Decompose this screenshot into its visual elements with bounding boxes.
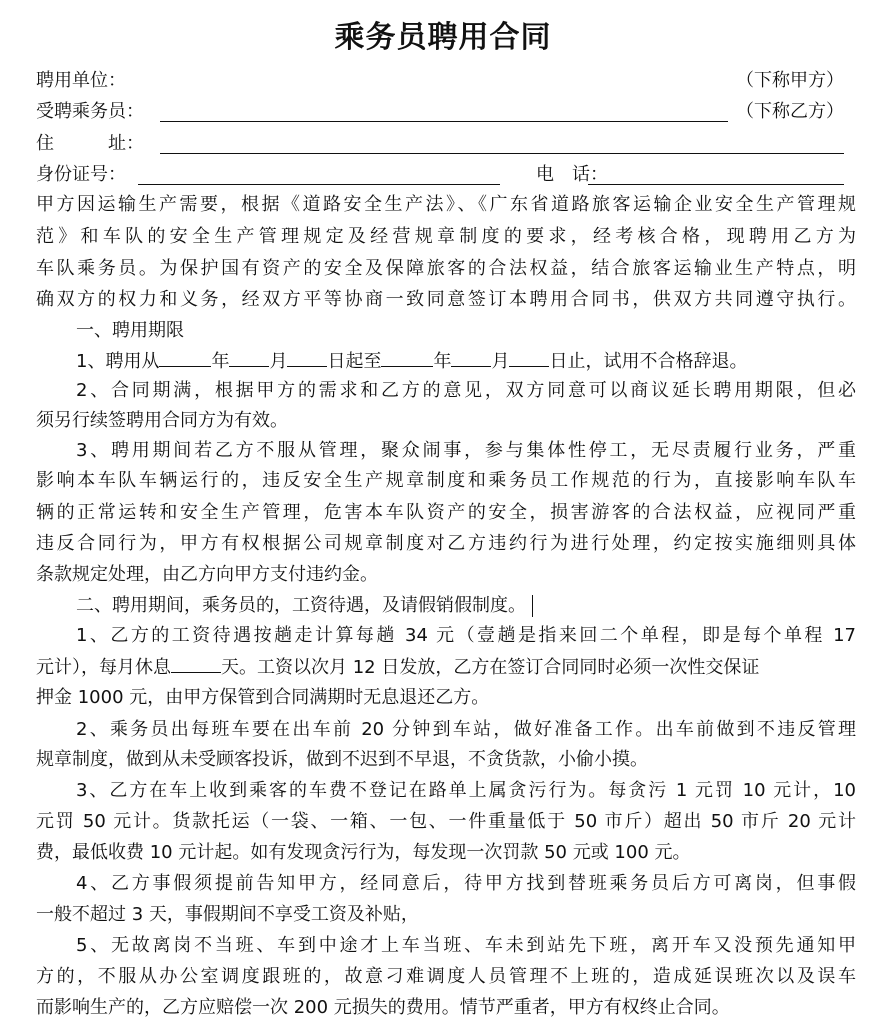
clause-2-1-line bbox=[36, 652, 856, 683]
clause-1-2-line: 2、合同期满，根据甲方的需求和乙方的意见，双方同意可以商议延长聘用期限，但必 bbox=[76, 380, 856, 401]
clause-2-5-line: 而影响生产的，乙方应赔偿一次 200 元损失的费用。情节严重者，甲方有权终止合同。 bbox=[36, 997, 730, 1018]
clause-1-3-line: 条款规定处理，由乙方向甲方支付违约金。 bbox=[36, 564, 378, 585]
clause-text: 日起至 bbox=[327, 351, 382, 372]
employee-name-field[interactable] bbox=[160, 97, 728, 122]
address-label-start: 住 bbox=[36, 133, 54, 154]
clause-2-2-line: 2、乘务员出每班车要在出车前 20 分钟到车站，做好准备工作。出车前做到不违反管理 bbox=[76, 719, 856, 740]
rest-days-blank[interactable] bbox=[171, 652, 221, 673]
clause-text: 1、聘用从 bbox=[76, 351, 160, 372]
clause-2-3-line: 3、乙方在车上收到乘客的车费不登记在路单上属贪污行为。每贪污 1 元罚 10 元计，10 bbox=[76, 780, 856, 801]
address-field[interactable] bbox=[160, 129, 844, 154]
clause-1-2-line: 须另行续签聘用合同方为有效。 bbox=[36, 410, 288, 431]
clause-text: 年 bbox=[433, 351, 452, 372]
start-year-blank[interactable] bbox=[159, 346, 211, 367]
text-cursor bbox=[532, 595, 533, 617]
clause-2-3-line: 元罚 50 元计。货款托运（一袋、一箱、一包、一件重量低于 50 市斤）超出 50 市斤 20 元计 bbox=[36, 811, 856, 832]
clause-2-4-line: 4、乙方事假须提前告知甲方，经同意后，待甲方找到替班乘务员后方可离岗，但事假 bbox=[76, 873, 856, 894]
end-year-blank[interactable] bbox=[381, 346, 433, 367]
clause-2-3-line: 费，最低收费 10 元计起。如有发现贪污行为，每发现一次罚款 50 元或 100 元。 bbox=[36, 842, 691, 863]
clause-text: 月 bbox=[269, 351, 288, 372]
clause-text: 月 bbox=[491, 351, 510, 372]
end-day-blank[interactable] bbox=[509, 346, 549, 367]
employer-note: （下称甲方） bbox=[736, 70, 844, 91]
clause-2-5-line: 5、无故离岗不当班、车到中途才上车当班、车未到站先下班，离开车又没预先通知甲 bbox=[76, 935, 856, 956]
employer-label: 聘用单位： bbox=[36, 70, 126, 91]
address-row bbox=[36, 129, 844, 159]
preamble-line: 范》和车队的安全生产管理规定及经营规章制度的要求，经考核合格，现聘用乙方为 bbox=[36, 226, 856, 247]
section-heading-wages bbox=[36, 591, 856, 621]
address-label-end: 址： bbox=[108, 133, 144, 154]
clause-1-3-line: 3、聘用期间若乙方不服从管理，聚众闹事，参与集体性停工，无尽责履行业务，严重 bbox=[76, 440, 856, 461]
clause-1-3-line: 违反合同行为，甲方有权根据公司规章制度对乙方违约行为进行处理，约定按实施细则具体 bbox=[36, 533, 856, 554]
clause-text: 年 bbox=[211, 351, 230, 372]
employee-row bbox=[36, 97, 844, 127]
clause-text: 日止，试用不合格辞退。 bbox=[549, 351, 748, 372]
section-heading-term: 一、聘用期限 bbox=[76, 320, 184, 341]
clause-2-5-line: 方的，不服从办公室调度跟班的，故意刁难调度人员管理不上班的，造成延误班次以及误车 bbox=[36, 966, 856, 987]
id-label: 身份证号： bbox=[36, 164, 126, 185]
id-phone-row bbox=[36, 160, 844, 190]
clause-1-3-line: 辆的正常运转和安全生产管理，危害本车队资产的安全，损害游客的合法权益，应视同严重 bbox=[36, 502, 856, 523]
page-title: 乘务员聘用合同 bbox=[334, 20, 552, 55]
clause-2-2-line: 规章制度，做到从未受顾客投诉，做到不迟到不早退，不贪货款，小偷小摸。 bbox=[36, 749, 648, 770]
preamble-line: 确双方的权力和义务，经双方平等协商一致同意签订本聘用合同书，供双方共同遵守执行。 bbox=[36, 289, 856, 310]
preamble-line: 车队乘务员。为保护国有资产的安全及保障旅客的合法权益，结合旅客运输业生产特点，明 bbox=[36, 258, 856, 279]
id-number-field[interactable] bbox=[138, 160, 500, 185]
section-heading-text: 二、聘用期间，乘务员的，工资待遇，及请假销假制度。 bbox=[76, 595, 526, 616]
clause-2-1-line: 1、乙方的工资待遇按趟走计算每趟 34 元（壹趟是指来回二个单程，即是每个单程 17 bbox=[76, 625, 856, 646]
employee-label: 受聘乘务员： bbox=[36, 101, 144, 122]
clause-2-4-line: 一般不超过 3 天，事假期间不享受工资及补贴， bbox=[36, 904, 419, 925]
employee-note: （下称乙方） bbox=[736, 101, 844, 122]
preamble-line: 甲方因运输生产需要，根据《道路安全生产法》、《广东省道路旅客运输企业安全生产管理规 bbox=[36, 194, 856, 215]
clause-1-3-line: 影响本车队车辆运行的，违反安全生产规章制度和乘务员工作规范的行为，直接影响车队车 bbox=[36, 470, 856, 491]
clause-text: 元计），每月休息 bbox=[36, 657, 171, 678]
end-month-blank[interactable] bbox=[451, 346, 491, 367]
start-month-blank[interactable] bbox=[229, 346, 269, 367]
clause-text: 天。工资以次月 12 日发放，乙方在签订合同同时必须一次性交保证 bbox=[221, 657, 760, 678]
employer-row bbox=[36, 66, 844, 96]
phone-field[interactable] bbox=[588, 160, 844, 185]
clause-1-1 bbox=[36, 346, 856, 377]
clause-2-1-line: 押金 1000 元，由甲方保管到合同满期时无息退还乙方。 bbox=[36, 687, 490, 708]
start-day-blank[interactable] bbox=[287, 346, 327, 367]
phone-label: 电 话： bbox=[536, 164, 608, 185]
